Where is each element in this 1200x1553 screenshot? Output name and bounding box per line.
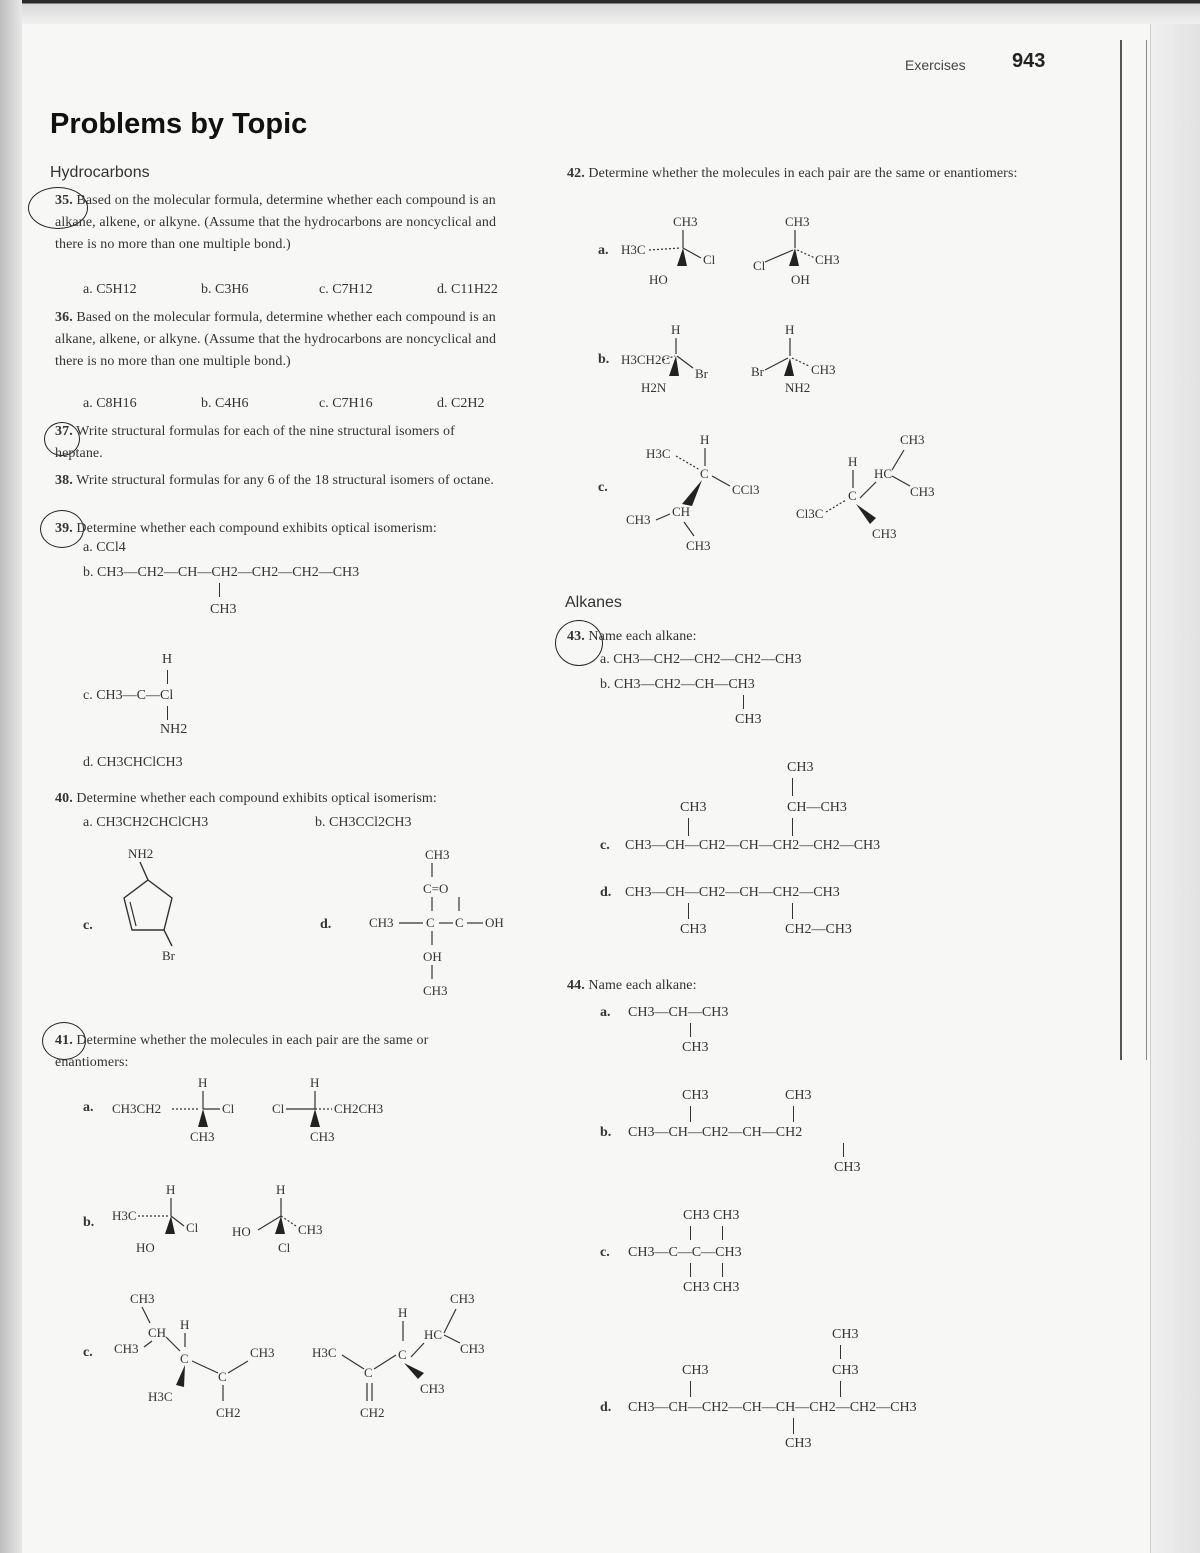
- option-b-label: b.: [600, 1125, 612, 1140]
- bond-line: [843, 1143, 844, 1157]
- option-d: d. C11H22: [437, 282, 498, 297]
- atom: CH3: [910, 484, 935, 499]
- option-d: d. CH3CHClCH3: [83, 755, 183, 770]
- atom: CH2: [216, 1405, 241, 1420]
- substituent: CH3: [832, 1363, 859, 1378]
- bond-line: [792, 778, 793, 796]
- atom: CH: [672, 504, 691, 519]
- bond-line: [690, 1381, 691, 1397]
- option-a: a. C8H16: [83, 396, 137, 411]
- substituent: CH3: [785, 1088, 812, 1103]
- structure-41a: [110, 1075, 410, 1155]
- atom: HC: [424, 1327, 443, 1342]
- scan-top-edge: [0, 0, 1200, 24]
- option-a-label: a.: [600, 1005, 611, 1020]
- page-number: 943: [1012, 50, 1046, 72]
- option-b: b. C4H6: [201, 396, 249, 411]
- option-d-label: d.: [320, 917, 332, 932]
- atom: NH2: [785, 380, 811, 395]
- atom: H: [848, 454, 858, 469]
- problem-text: Name each alkane:: [588, 978, 697, 993]
- problem-text: Determine whether each compound exhibits optical isomerism:: [76, 791, 437, 806]
- problem-text: Determine whether the molecules in each pair are the same or enantiomers:: [55, 1033, 429, 1070]
- atom: Br: [695, 366, 708, 381]
- problem-text: Write structural formulas for any 6 of the 18 structural isomers of octane.: [76, 473, 495, 488]
- atom: HO: [232, 1224, 251, 1239]
- option-c-label: c.: [598, 480, 608, 495]
- atom: H: [198, 1075, 208, 1090]
- atom: H: [398, 1305, 408, 1320]
- substituent: CH—CH3: [787, 800, 847, 815]
- structure-42c: [620, 428, 1000, 558]
- atom: H: [276, 1182, 286, 1197]
- option-b: b. CH3—CH2—CH—CH3: [600, 677, 755, 692]
- atom: C: [848, 488, 857, 503]
- bond-line: [167, 670, 168, 684]
- substituent: CH3: [682, 1088, 709, 1103]
- problem-number: 44.: [567, 978, 585, 993]
- scan-right-margin: [1150, 24, 1200, 1553]
- problem-number: 43.: [567, 629, 585, 644]
- atom: CH3: [114, 1341, 139, 1356]
- bond-line: [688, 903, 689, 919]
- atom: CH3: [420, 1381, 445, 1396]
- option-b-label: b.: [83, 1215, 95, 1230]
- atom: Cl: [278, 1240, 291, 1255]
- option-c: c. C7H12: [319, 282, 373, 297]
- substituent: CH3: [832, 1327, 859, 1342]
- scan-left-edge: [0, 0, 22, 1553]
- atom: Cl: [753, 258, 766, 273]
- option-d-label: d.: [600, 885, 612, 900]
- atom: CH: [148, 1325, 167, 1340]
- option-c-label: c.: [83, 918, 93, 933]
- atom: CH3: [785, 214, 810, 229]
- options-35: [83, 282, 523, 298]
- option-b: b. CH3CCl2CH3: [315, 815, 412, 830]
- bond-line: [793, 1418, 794, 1434]
- problem-text: Determine whether each compound exhibits optical isomerism:: [76, 521, 437, 536]
- problem-number: 37.: [55, 424, 73, 439]
- atom: CH3: [130, 1291, 155, 1306]
- substituent: CH3: [210, 602, 237, 617]
- svg-text:C: C: [455, 915, 464, 930]
- bond-line: [167, 706, 168, 720]
- bond-line: [690, 1263, 691, 1277]
- section-hydrocarbons: Hydrocarbons: [50, 164, 150, 181]
- atom: H3C: [646, 446, 671, 461]
- bond-line: [690, 1106, 691, 1122]
- bond-line: [690, 1023, 691, 1037]
- substituent: NH2: [128, 846, 154, 861]
- option-c-label: c.: [600, 838, 610, 853]
- atom: HO: [649, 272, 668, 287]
- option-c: c. C7H16: [319, 396, 373, 411]
- substituent: CH3: [423, 983, 448, 998]
- margin-rule: [1120, 40, 1122, 1060]
- problem-number: 38.: [55, 473, 73, 488]
- atom: CH3: [815, 252, 840, 267]
- substituent: CH3: [735, 712, 762, 727]
- atom: H3CH2C: [621, 352, 671, 367]
- options-36: [83, 396, 523, 412]
- atom: C: [426, 915, 435, 930]
- option-c-label: c.: [600, 1245, 610, 1260]
- atom: H3C: [148, 1389, 173, 1404]
- problem-36: [55, 307, 503, 373]
- option-d: CH3—CH—CH2—CH—CH2—CH3: [625, 885, 840, 900]
- option-a: a. CH3—CH2—CH2—CH2—CH3: [600, 652, 802, 667]
- bond-line: [722, 1263, 723, 1277]
- atom: CH3: [450, 1291, 475, 1306]
- atom: H: [180, 1317, 190, 1332]
- problem-42: [567, 163, 1047, 185]
- atom: H: [671, 322, 681, 337]
- atom: Cl: [703, 252, 716, 267]
- atom: CH2CH3: [334, 1101, 384, 1116]
- substituent: NH2: [160, 722, 188, 737]
- substituent: OH: [485, 915, 504, 930]
- atom: C: [700, 466, 709, 481]
- bond-line: [219, 583, 220, 597]
- atom: CH3: [460, 1341, 485, 1356]
- atom: CH3: [298, 1222, 323, 1237]
- problem-37: [55, 421, 503, 465]
- substituent: CH3: [682, 1363, 709, 1378]
- atom: CH3: [626, 512, 651, 527]
- atom: CH3: [872, 526, 897, 541]
- atom: CH3CH2: [112, 1101, 162, 1116]
- substituent: OH: [423, 949, 442, 964]
- problem-35: [55, 190, 503, 256]
- atom: CH3: [686, 538, 711, 553]
- problem-41: [55, 1030, 503, 1074]
- option-c-label: c.: [83, 1345, 93, 1360]
- atom: OH: [791, 272, 810, 287]
- bond-line: [840, 1381, 841, 1397]
- page-title: Problems by Topic: [50, 108, 308, 140]
- cyclopentene-structure: [100, 840, 200, 970]
- problem-number: 41.: [55, 1033, 73, 1048]
- bond-line: [792, 818, 793, 836]
- atom: H2N: [641, 380, 667, 395]
- substituent: CH3 CH3: [683, 1208, 740, 1223]
- problem-text: Based on the molecular formula, determine whether each compound is an alkane, alkene, or alkyne. (Assume that the hydrocarbons are noncyclical and there is no more than one multiple bond.): [55, 193, 497, 252]
- atom: Cl: [222, 1101, 235, 1116]
- option-c: c. CH3—C—Cl: [83, 688, 174, 703]
- bond-line: [688, 818, 689, 836]
- problem-number: 40.: [55, 791, 73, 806]
- atom: C: [218, 1369, 227, 1384]
- option-d: CH3—CH—CH2—CH—CH—CH2—CH2—CH3: [628, 1400, 917, 1415]
- option-a: a. CCl4: [83, 540, 126, 555]
- problem-number: 42.: [567, 166, 585, 181]
- margin-rule-2: [1146, 40, 1147, 1060]
- atom: Cl: [186, 1220, 199, 1235]
- atom: CH2: [360, 1405, 385, 1420]
- bond-line: [793, 1106, 794, 1122]
- atom: HO: [136, 1240, 155, 1255]
- substituent: H: [162, 652, 173, 667]
- atom: H: [700, 432, 710, 447]
- problem-text: Write structural formulas for each of the nine structural isomers of heptane.: [55, 424, 455, 461]
- structure-42b: [615, 320, 875, 400]
- atom: CH3: [811, 362, 836, 377]
- atom: CH3: [310, 1129, 335, 1144]
- structure-41b: [110, 1180, 410, 1260]
- option-a: a. CH3CH2CHClCH3: [83, 815, 209, 830]
- option-b: b. CH3—CH2—CH—CH2—CH2—CH2—CH3: [83, 565, 360, 580]
- substituent: Br: [162, 948, 175, 963]
- section-alkanes: Alkanes: [565, 594, 622, 611]
- substituent: CH3 CH3: [683, 1280, 740, 1295]
- atom: H3C: [112, 1208, 137, 1223]
- atom: H: [166, 1182, 176, 1197]
- substituent: CH3: [785, 1436, 812, 1451]
- atom: Cl3C: [796, 506, 824, 521]
- problem-44: [567, 975, 697, 997]
- problem-number: 35.: [55, 193, 73, 208]
- option-b-label: b.: [598, 352, 610, 367]
- option-d-label: d.: [600, 1400, 612, 1415]
- atom: H: [310, 1075, 320, 1090]
- atom: CH3: [673, 214, 698, 229]
- problem-number: 36.: [55, 310, 73, 325]
- bond-line: [690, 1226, 691, 1240]
- option-a-label: a.: [83, 1100, 94, 1115]
- atom: H3C: [621, 242, 646, 257]
- structure-41c: [108, 1285, 538, 1425]
- substituent: CH3: [369, 915, 394, 930]
- atom: H3C: [312, 1345, 337, 1360]
- atom: C: [364, 1365, 373, 1380]
- structure-42a: [615, 210, 875, 290]
- substituent: CH3: [425, 847, 450, 862]
- bond-line: [840, 1345, 841, 1359]
- substituent: CH3: [682, 1040, 709, 1055]
- substituent: CH3: [680, 922, 707, 937]
- running-header: Exercises: [905, 57, 966, 73]
- atom: C: [398, 1347, 407, 1362]
- substituent: CH2—CH3: [785, 922, 852, 937]
- substituent: CH3: [787, 760, 814, 775]
- atom: C: [180, 1351, 189, 1366]
- problem-40: [55, 788, 503, 810]
- option-d: d. C2H2: [437, 396, 485, 411]
- option-a: CH3—CH—CH3: [628, 1005, 729, 1020]
- substituent: CH3: [680, 800, 707, 815]
- substituent: CH3: [834, 1160, 861, 1175]
- atom: HC: [874, 466, 893, 481]
- option-b: b. C3H6: [201, 282, 249, 297]
- atom: H: [785, 322, 795, 337]
- option-a-label: a.: [598, 243, 609, 258]
- bond-line: [792, 903, 793, 919]
- problem-43: [567, 626, 697, 648]
- substituent: C=O: [423, 881, 449, 896]
- problem-number: 39.: [55, 521, 73, 536]
- bond-line: [743, 695, 744, 709]
- atom: Br: [751, 364, 764, 379]
- atom: CH3: [250, 1345, 275, 1360]
- atom: Cl: [272, 1101, 285, 1116]
- problem-38: [55, 470, 503, 492]
- option-b: CH3—CH—CH2—CH—CH2: [628, 1125, 803, 1140]
- option-c: CH3—C—C—CH3: [628, 1245, 742, 1260]
- problem-text: Determine whether the molecules in each pair are the same or enantiomers:: [588, 166, 1018, 181]
- problem-text: Based on the molecular formula, determine whether each compound is an alkane, alkene, or alkyne. (Assume that the hydrocarbons are noncyclical and there is no more than one multiple bond.): [55, 310, 497, 369]
- atom: CCl3: [732, 482, 760, 497]
- bond-line: [722, 1226, 723, 1240]
- structure-40d: [365, 843, 535, 1008]
- option-a: a. C5H12: [83, 282, 137, 297]
- problem-39: [55, 518, 503, 540]
- atom: CH3: [900, 432, 925, 447]
- atom: CH3: [190, 1129, 215, 1144]
- problem-text: Name each alkane:: [588, 629, 697, 644]
- option-c: CH3—CH—CH2—CH—CH2—CH2—CH3: [625, 838, 881, 853]
